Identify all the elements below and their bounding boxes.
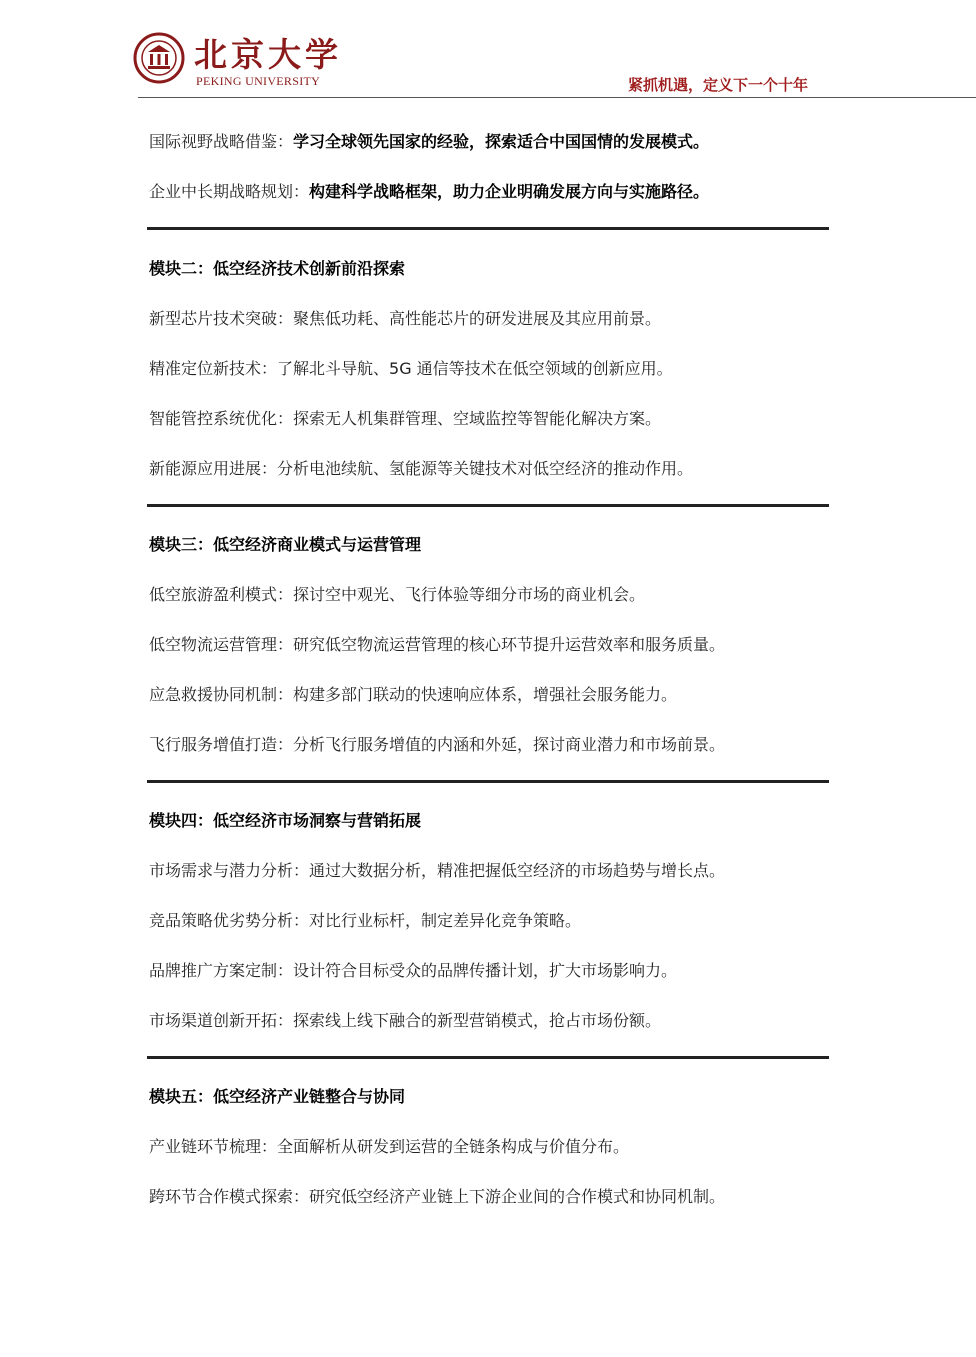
item-label: 企业中长期战略规划： — [149, 182, 310, 201]
list-item — [149, 1185, 849, 1209]
header-slogan: 紧抓机遇，定义下一个十年 — [628, 76, 809, 94]
item-text: 探索无人机集群管理、空域监控等智能化解决方案。 — [293, 409, 662, 428]
list-item — [149, 583, 849, 607]
module-5-title: 模块五：低空经济产业链整合与协同 — [149, 1087, 406, 1106]
intro-line — [149, 180, 849, 204]
item-label: 低空旅游盈利模式： — [149, 585, 294, 604]
item-label: 智能管控系统优化： — [149, 409, 294, 428]
item-text: 通过大数据分析，精准把握低空经济的市场趋势与增长点。 — [309, 861, 726, 880]
item-text: 聚焦低功耗、高性能芯片的研发进展及其应用前景。 — [293, 309, 662, 328]
header-divider — [138, 97, 976, 98]
item-label: 市场需求与潜力分析： — [149, 861, 310, 880]
section-divider — [147, 227, 829, 230]
logo-english-wordmark: PEKING UNIVERSITY — [196, 74, 321, 88]
module-4-title: 模块四：低空经济市场洞察与营销拓展 — [149, 811, 422, 830]
item-text: 研究低空经济产业链上下游企业间的合作模式和协同机制。 — [309, 1187, 726, 1206]
item-label: 低空物流运营管理： — [149, 635, 294, 654]
list-item — [149, 357, 849, 381]
list-item — [149, 733, 849, 757]
section-divider — [147, 780, 829, 783]
list-item — [149, 407, 849, 431]
intro-line — [149, 130, 849, 154]
module-3-title: 模块三：低空经济商业模式与运营管理 — [149, 535, 422, 554]
list-item — [149, 1009, 849, 1033]
item-text: 构建科学战略框架，助力企业明确发展方向与实施路径。 — [309, 182, 710, 201]
list-item — [149, 457, 849, 481]
item-text: 了解北斗导航、5G 通信等技术在低空领域的创新应用。 — [277, 359, 673, 378]
list-item — [149, 959, 849, 983]
item-text: 构建多部门联动的快速响应体系，增强社会服务能力。 — [293, 685, 678, 704]
item-label: 竞品策略优劣势分析： — [149, 911, 310, 930]
item-label: 飞行服务增值打造： — [149, 735, 294, 754]
list-item — [149, 859, 849, 883]
item-text: 对比行业标杆，制定差异化竞争策略。 — [309, 911, 582, 930]
list-item — [149, 909, 849, 933]
list-item — [149, 307, 849, 331]
module-2-title: 模块二：低空经济技术创新前沿探索 — [149, 259, 406, 278]
item-text: 设计符合目标受众的品牌传播计划，扩大市场影响力。 — [293, 961, 678, 980]
section-divider — [147, 1056, 829, 1059]
item-text: 分析飞行服务增值的内涵和外延，探讨商业潜力和市场前景。 — [293, 735, 726, 754]
item-label: 新型芯片技术突破： — [149, 309, 294, 328]
item-text: 分析电池续航、氢能源等关键技术对低空经济的推动作用。 — [277, 459, 694, 478]
item-label: 产业链环节梳理： — [149, 1137, 278, 1156]
page-header — [0, 0, 976, 100]
item-label: 跨环节合作模式探索： — [149, 1187, 310, 1206]
list-item — [149, 633, 849, 657]
item-label: 精准定位新技术： — [149, 359, 278, 378]
list-item — [149, 1135, 849, 1159]
item-label: 市场渠道创新开拓： — [149, 1011, 294, 1030]
item-label: 应急救援协同机制： — [149, 685, 294, 704]
item-text: 全面解析从研发到运营的全链条构成与价值分布。 — [277, 1137, 630, 1156]
list-item — [149, 683, 849, 707]
item-text: 研究低空物流运营管理的核心环节提升运营效率和服务质量。 — [293, 635, 726, 654]
item-label: 国际视野战略借鉴： — [149, 132, 294, 151]
section-divider — [147, 504, 829, 507]
peking-university-seal-icon — [133, 32, 185, 84]
item-text: 探索线上线下融合的新型营销模式，抢占市场份额。 — [293, 1011, 662, 1030]
logo-chinese-wordmark: 北京大学 — [194, 35, 342, 74]
item-text: 探讨空中观光、飞行体验等细分市场的商业机会。 — [293, 585, 646, 604]
item-label: 新能源应用进展： — [149, 459, 278, 478]
item-text: 学习全球领先国家的经验，探索适合中国国情的发展模式。 — [293, 132, 710, 151]
item-label: 品牌推广方案定制： — [149, 961, 294, 980]
